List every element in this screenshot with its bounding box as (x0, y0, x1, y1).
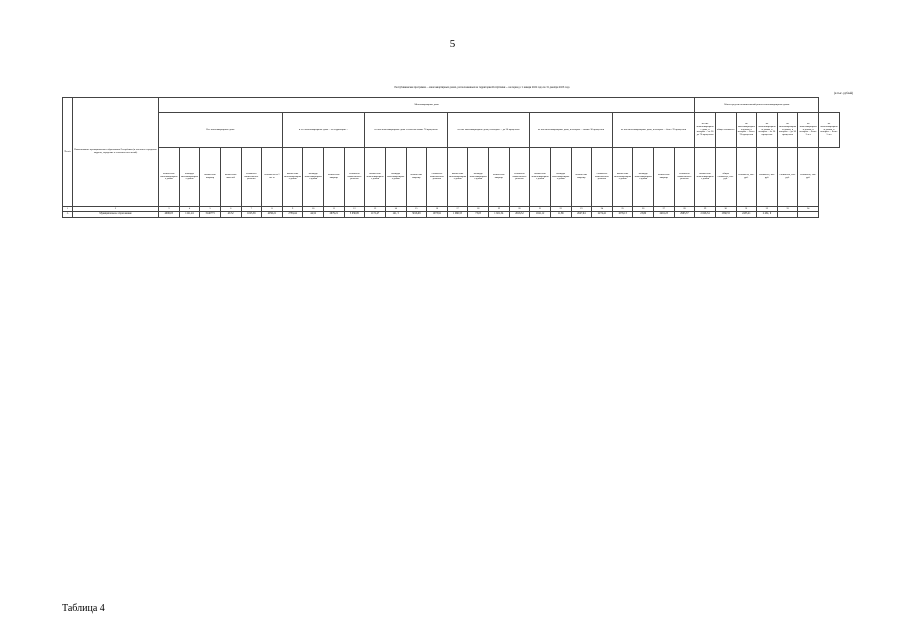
header-leaf: количество жителей (220, 148, 241, 207)
column-number: 6 (220, 207, 241, 212)
data-value: 4056,21 (262, 212, 283, 218)
header-leaf: количество многоквартирных домов (159, 148, 180, 207)
header-right-sub: по многоквартирным домам, в которых ... более 70 процентов (736, 113, 757, 148)
header-right-sub: по многоквартирным домам, в которых ... более 3 лет (798, 113, 819, 148)
column-number: 23 (571, 207, 592, 212)
header-group-main: Многоквартирные дома (159, 98, 695, 113)
data-value: 2274,41 (592, 212, 613, 218)
header-leaf: количество квартир (571, 148, 592, 207)
data-value: 4006,05 (159, 212, 180, 218)
header-leaf: количество квартир (200, 148, 221, 207)
data-value: 2965,37 (674, 212, 695, 218)
header-leaf: количество многоквартирных домов (612, 148, 633, 207)
column-number: 22 (550, 207, 571, 212)
column-number: 25 (612, 207, 633, 212)
header-subgroup: из них многоквартирные дома с износом свыше 70 процентов (365, 113, 448, 148)
header-leaf: количество многоквартирных домов (447, 148, 468, 207)
header-leaf: стоимость, тыс. руб. (798, 148, 819, 207)
column-number: 17 (447, 207, 468, 212)
header-leaf: стоимость капитального ремонта (344, 148, 365, 207)
header-subgroup: Все многоквартирные дома (159, 113, 283, 148)
header-right-sub: по многоквартирным домам, в которых ... от 30 процентов (757, 113, 778, 148)
data-value: 2783,44 (282, 212, 303, 218)
data-value: 11,86 (550, 212, 571, 218)
column-number: 7 (241, 207, 262, 212)
data-value: 1041,12 (530, 212, 551, 218)
unit-label: (в тыс. рублей) (834, 91, 854, 95)
data-value: 73,05 (468, 212, 489, 218)
data-value: 44,52 (303, 212, 324, 218)
column-number: 24 (592, 207, 613, 212)
row-name: Муниципальное образование (73, 212, 159, 218)
header-leaf: количество многоквартирных домов (695, 148, 716, 207)
data-value (798, 212, 819, 218)
header-leaf: площадь многоквартирных домов (179, 148, 200, 207)
column-number: 16 (427, 207, 448, 212)
document-title: Республиканская программа ... многоквартирных домах, расположенных на территории Республики ... на период с 1 января 2022 года по 31 декабря 2023 года (394, 86, 570, 89)
page-number: 5 (449, 38, 456, 50)
header-leaf: площадь многоквартирных домов (468, 148, 489, 207)
header-leaf: стоимость, тыс. руб. (757, 148, 778, 207)
column-number: 18 (468, 207, 489, 212)
data-value: 46 52 (220, 212, 241, 218)
data-value: 1 921,54 (489, 212, 510, 218)
column-number: 29 (695, 207, 716, 212)
data-value: 1 966,55 (447, 212, 468, 218)
header-leaf: стоимость на 1 кв. м (262, 148, 283, 207)
header-leaf: стоимость капитального ремонта (241, 148, 262, 207)
header-leaf: стоимость капитального ремонта (592, 148, 613, 207)
column-number: 11 (324, 207, 345, 212)
header-leaf: количество многоквартирных домов (282, 148, 303, 207)
row-no: 1. (63, 212, 73, 218)
column-number: 19 (489, 207, 510, 212)
column-number: 1 (63, 207, 73, 212)
header-leaf: количество квартир (406, 148, 427, 207)
header-leaf: стоимость, тыс. руб. (777, 148, 798, 207)
data-value: 1973,91 (427, 212, 448, 218)
data-value: 3016,09 (406, 212, 427, 218)
header-leaf: количество квартир (489, 148, 510, 207)
header-leaf: количество квартир (654, 148, 675, 207)
column-number: 20 (509, 207, 530, 212)
column-number: 15 (406, 207, 427, 212)
data-value: 1560,55 (715, 212, 736, 218)
header-leaf: стоимость капитального ремонта (509, 148, 530, 207)
table-caption: Таблица 4 (62, 603, 105, 614)
header-leaf: стоимость капитального ремонта (674, 148, 695, 207)
header-leaf: количество многоквартирных домов (530, 148, 551, 207)
header-subgroup: из них многоквартирные дома, в которых ... от 30 до 70 процентов (695, 113, 716, 148)
data-value: 1076,13 (612, 212, 633, 218)
column-number: 21 (530, 207, 551, 212)
header-subgroup: из них многоквартирные дома, в которых ... более 70 процентов (612, 113, 695, 148)
header-right-sub: общая стоимость (715, 113, 736, 148)
header-group-right: Объем средств на капитальный ремонт многоквартирных домов (695, 98, 819, 113)
data-value: 2433,21 (736, 212, 757, 218)
header-leaf: стоимость капитального ремонта (427, 148, 448, 207)
data-value: 2616,52 (509, 212, 530, 218)
column-number: 3 (159, 207, 180, 212)
column-number: 10 (303, 207, 324, 212)
column-number: 13 (365, 207, 386, 212)
column-number: 4 (179, 207, 200, 212)
header-leaf: площадь многоквартирных домов (385, 148, 406, 207)
data-value: 3 036,85 (344, 212, 365, 218)
header-no: № п/п (63, 98, 73, 207)
header-right-sub: по многоквартирным домам, в которых ... до 30 процентов (777, 113, 798, 148)
header-subgroup: в т.ч. многоквартирные дома ... на территории ... (282, 113, 365, 148)
header-leaf: количество многоквартирных домов (365, 148, 386, 207)
data-value: 1023,56 (241, 212, 262, 218)
column-number: 2 (73, 207, 159, 212)
data-value: 2 626,54 (695, 212, 716, 218)
data-value: 1172,47 (365, 212, 386, 218)
header-leaf: стоимость, тыс. руб. (736, 148, 757, 207)
data-table (62, 97, 840, 218)
column-number: 5 (200, 207, 221, 212)
data-value: 2 461, 9 (757, 212, 778, 218)
column-number: 14 (385, 207, 406, 212)
data-value (777, 212, 798, 218)
data-value: 1121,24 (179, 212, 200, 218)
data-value: 2679,21 (324, 212, 345, 218)
data-value: 2647,94 (571, 212, 592, 218)
header-leaf: площадь многоквартирных домов (303, 148, 324, 207)
data-value: 2491,25 (654, 212, 675, 218)
header-leaf: площадь многоквартирных домов (550, 148, 571, 207)
header-subgroup: из них многоквартирные дома, в которых ... свыше 30 процентов (530, 113, 613, 148)
column-number: 26 (633, 207, 654, 212)
column-number: 34 (798, 207, 819, 212)
header-leaf: количество квартир (324, 148, 345, 207)
column-number: 27 (654, 207, 675, 212)
data-value: 23,69 (633, 212, 654, 218)
header-right-sub: по многоквартирным домам, в которых ... более 5 лет (819, 113, 840, 148)
data-value: 3146773 (200, 212, 221, 218)
header-subgroup: из них многоквартирные дома, в которых ... до 30 процентов (447, 113, 530, 148)
column-number: 33 (777, 207, 798, 212)
column-number: 8 (262, 207, 283, 212)
column-number: 28 (674, 207, 695, 212)
column-number: 32 (757, 207, 778, 212)
header-leaf: общая стоимость, тыс. руб. (715, 148, 736, 207)
column-number: 9 (282, 207, 303, 212)
data-value: 141, 5 (385, 212, 406, 218)
column-number: 31 (736, 207, 757, 212)
header-leaf: площадь многоквартирных домов (633, 148, 654, 207)
column-number: 30 (715, 207, 736, 212)
column-number: 12 (344, 207, 365, 212)
header-name: Наименование муниципального образования Республики (в том числе городских округов, городских и сельских поселений) (73, 98, 159, 207)
